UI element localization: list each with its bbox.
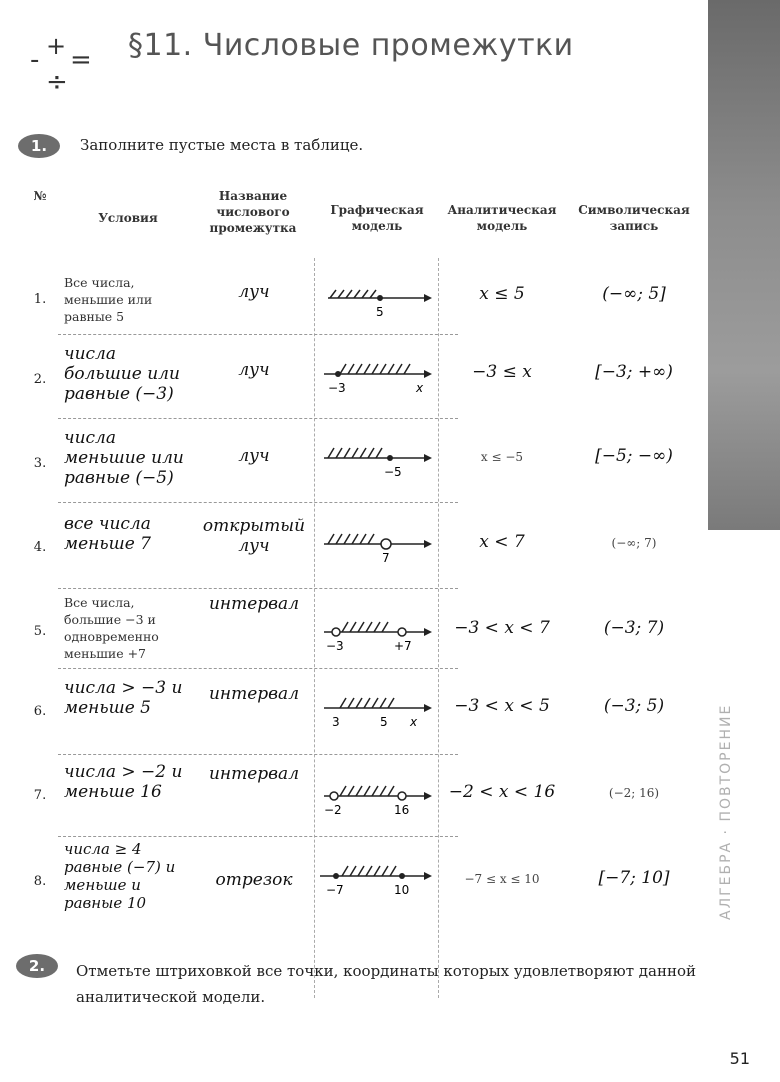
- row-conditions: числа > −2 и меньше 16: [64, 762, 183, 802]
- table-row: [18, 758, 708, 836]
- row-divider: [58, 502, 458, 503]
- header-graph: Графическая модель: [330, 203, 424, 233]
- graph-label: 3: [332, 715, 340, 729]
- number-line: [318, 440, 436, 480]
- side-margin-text: АЛГЕБРА · ПОВТОРЕНИЕ: [718, 703, 734, 920]
- row-conditions: числа ≥ 4 равные (−7) и меньше и равные 10: [64, 840, 176, 912]
- row-divider: [58, 836, 458, 837]
- table-row: [18, 592, 708, 668]
- row-conditions: Все числа, большие −3 и одновременно меньшие +7: [64, 595, 159, 661]
- row-conditions: числа большие или равные (−3): [64, 344, 180, 404]
- row-number: 4.: [33, 540, 47, 555]
- graph-label: −5: [384, 465, 402, 479]
- row-number: 7.: [33, 788, 47, 803]
- row-divider: [58, 754, 458, 755]
- graph-label: 16: [394, 803, 410, 817]
- header-analytic: Аналитическая модель: [447, 203, 557, 233]
- row-analytic: −7 ≤ x ≤ 10: [464, 872, 540, 886]
- number-line: [318, 614, 436, 654]
- row-symbolic: (−∞; 5]: [602, 284, 666, 304]
- task2-badge: 2.: [16, 954, 58, 978]
- header-name: Название числового промежутка: [209, 189, 297, 235]
- task1-badge: 1.: [18, 134, 60, 158]
- row-symbolic: [−5; −∞): [595, 446, 673, 466]
- row-number: 1.: [33, 292, 47, 307]
- graph-label: −7: [326, 883, 344, 897]
- task2-text: Отметьте штриховкой все точки, координаты которых удовлетворяют данной аналитической модели.: [76, 962, 696, 1006]
- table-row: [18, 506, 708, 588]
- number-line: [318, 280, 436, 320]
- row-conditions: числа > −3 и меньше 5: [64, 678, 183, 718]
- row-name: луч: [238, 282, 270, 302]
- svg-text:+: +: [46, 32, 67, 60]
- row-analytic: x ≤ 5: [479, 284, 525, 304]
- graph-label: x: [410, 715, 418, 729]
- row-symbolic: (−3; 5): [603, 696, 665, 716]
- row-analytic: −2 < x < 16: [448, 782, 556, 802]
- row-name: луч: [238, 446, 270, 466]
- graph-label: x: [416, 381, 424, 395]
- task1-text: Заполните пустые места в таблице.: [80, 136, 364, 154]
- number-line: [318, 526, 436, 566]
- row-symbolic: (−3; 7): [603, 618, 665, 638]
- page-title: §11. Числовые промежутки: [128, 28, 574, 63]
- row-divider: [58, 668, 458, 669]
- row-analytic: x < 7: [479, 532, 525, 552]
- row-analytic: −3 < x < 7: [454, 618, 550, 638]
- graph-label: −2: [324, 803, 342, 817]
- row-analytic: x ≤ −5: [480, 450, 524, 464]
- number-line: [318, 690, 436, 730]
- row-conditions: все числа меньше 7: [64, 514, 151, 554]
- row-symbolic: (−∞; 7): [611, 536, 657, 550]
- side-strip: [708, 0, 780, 530]
- table-row: [18, 422, 708, 502]
- table-row: [18, 266, 708, 334]
- header-num: №: [33, 189, 47, 203]
- number-line: [318, 778, 436, 818]
- row-divider: [58, 588, 458, 589]
- row-analytic: −3 < x < 5: [454, 696, 550, 716]
- table-row: [18, 840, 708, 926]
- page-number: 51: [729, 1049, 750, 1068]
- graph-label: 7: [382, 551, 390, 565]
- row-name: отрезок: [215, 870, 293, 890]
- graph-label: +7: [394, 639, 412, 653]
- graph-label: −3: [328, 381, 346, 395]
- table-row: [18, 672, 708, 754]
- svg-text:÷: ÷: [46, 67, 68, 97]
- graph-label: 5: [376, 305, 384, 319]
- row-name: луч: [238, 360, 270, 380]
- svg-text:-: -: [30, 45, 40, 75]
- row-number: 5.: [33, 624, 47, 639]
- math-operations-logo-icon: [26, 28, 106, 100]
- row-name: интервал: [208, 684, 300, 704]
- number-line: [318, 356, 436, 396]
- row-divider: [58, 334, 458, 335]
- row-number: 2.: [33, 372, 47, 387]
- row-conditions: Все числа, меньшие или равные 5: [64, 275, 153, 324]
- svg-text:=: =: [70, 45, 92, 75]
- row-name: открытый луч: [202, 516, 306, 556]
- number-line: [318, 858, 436, 898]
- table-row: [18, 338, 708, 418]
- header-conditions: Условия: [98, 211, 158, 225]
- graph-label: 10: [394, 883, 410, 897]
- row-symbolic: [−7; 10]: [598, 868, 670, 888]
- graph-label: 5: [380, 715, 388, 729]
- row-number: 8.: [33, 874, 47, 889]
- graph-label: −3: [326, 639, 344, 653]
- row-number: 3.: [33, 456, 47, 471]
- row-name: интервал: [208, 764, 300, 784]
- row-number: 6.: [33, 704, 47, 719]
- header-symbolic: Символическая запись: [578, 203, 690, 233]
- row-analytic: −3 ≤ x: [472, 362, 532, 382]
- row-divider: [58, 418, 458, 419]
- row-symbolic: (−2; 16): [608, 786, 660, 800]
- row-symbolic: [−3; +∞): [595, 362, 673, 382]
- row-conditions: числа меньшие или равные (−5): [64, 428, 184, 488]
- row-name: интервал: [208, 594, 300, 614]
